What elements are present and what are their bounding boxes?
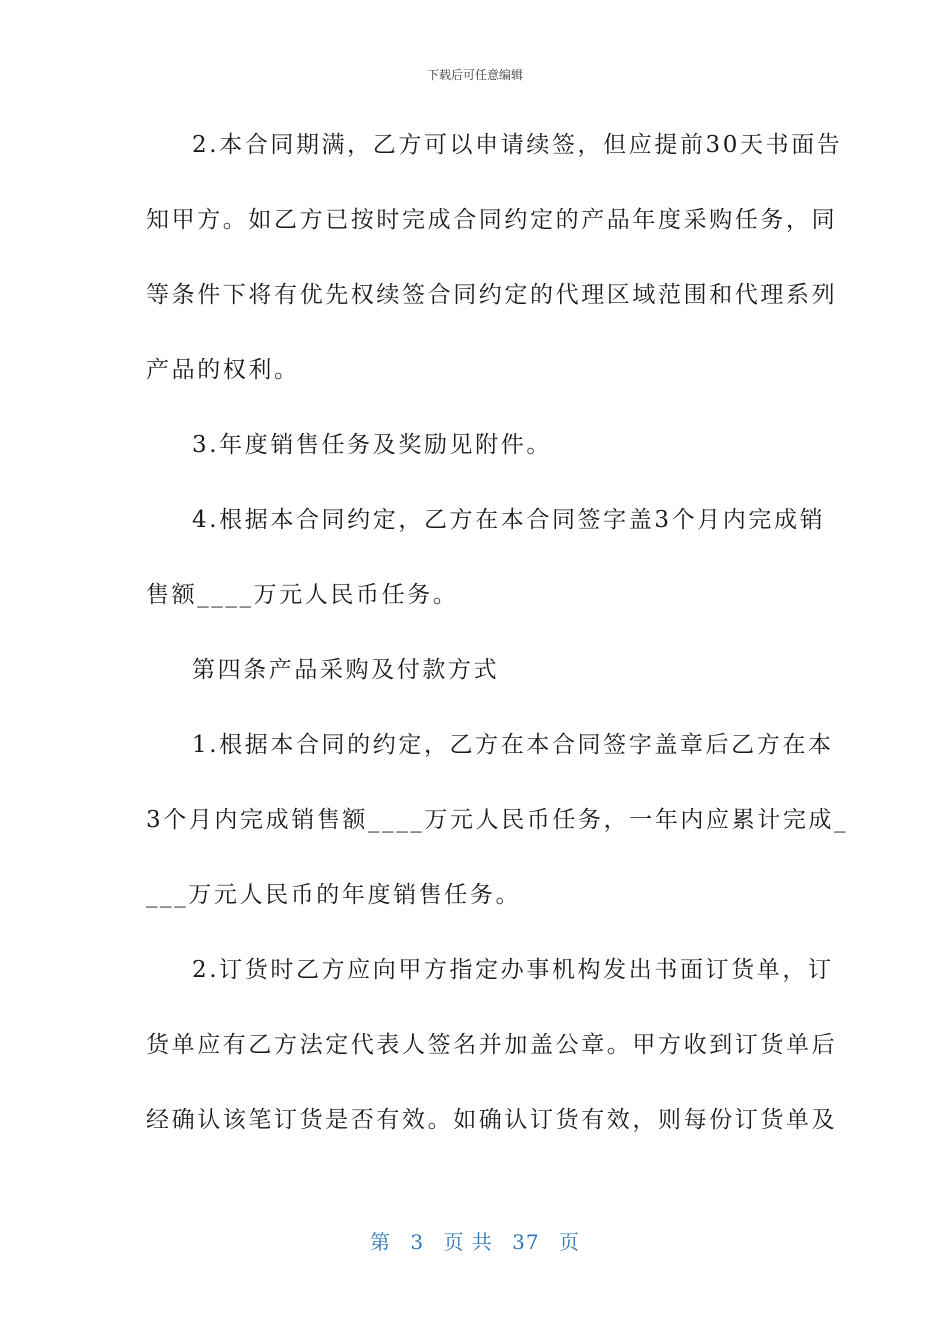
footer-current-page: 3 [410,1230,425,1254]
paragraph-line-12: 2.订货时乙方应向甲方指定办事机构发出书面订货单，订 [192,957,834,983]
footer-suffix: 页 [558,1230,580,1254]
footer-total-pages: 37 [512,1230,540,1254]
paragraph-line-7: 售额____万元人民币任务。 [146,582,459,608]
paragraph-line-4: 产品的权利。 [146,357,300,383]
paragraph-line-13: 货单应有乙方法定代表人签名并加盖公章。甲方收到订货单后 [146,1032,838,1058]
footer-prefix: 第 [370,1230,391,1254]
paragraph-line-1: 2.本合同期满，乙方可以申请续签，但应提前30天书面告 [192,132,843,158]
paragraph-line-3: 等条件下将有优先权续签合同约定的代理区域范围和代理系列 [146,282,838,308]
paragraph-line-6: 4.根据本合同约定，乙方在本合同签字盖3个月内完成销 [192,507,826,533]
paragraph-line-2: 知甲方。如乙方已按时完成合同约定的产品年度采购任务，同 [146,207,838,233]
section-heading: 第四条产品采购及付款方式 [192,657,500,683]
paragraph-line-10: 3个月内完成销售额____万元人民币任务，一年内应累计完成_ [146,807,849,833]
footer-middle: 页 共 [443,1230,493,1254]
page-header: 下载后可任意编辑 [426,68,523,82]
paragraph-line-11: ___万元人民币的年度销售任务。 [146,882,522,908]
paragraph-line-14: 经确认该笔订货是否有效。如确认订货有效，则每份订货单及 [146,1107,838,1133]
paragraph-line-9: 1.根据本合同的约定，乙方在本合同签字盖章后乙方在本 [192,732,834,758]
page-footer [0,1226,950,1255]
paragraph-line-5: 3.年度销售任务及奖励见附件。 [192,432,552,458]
